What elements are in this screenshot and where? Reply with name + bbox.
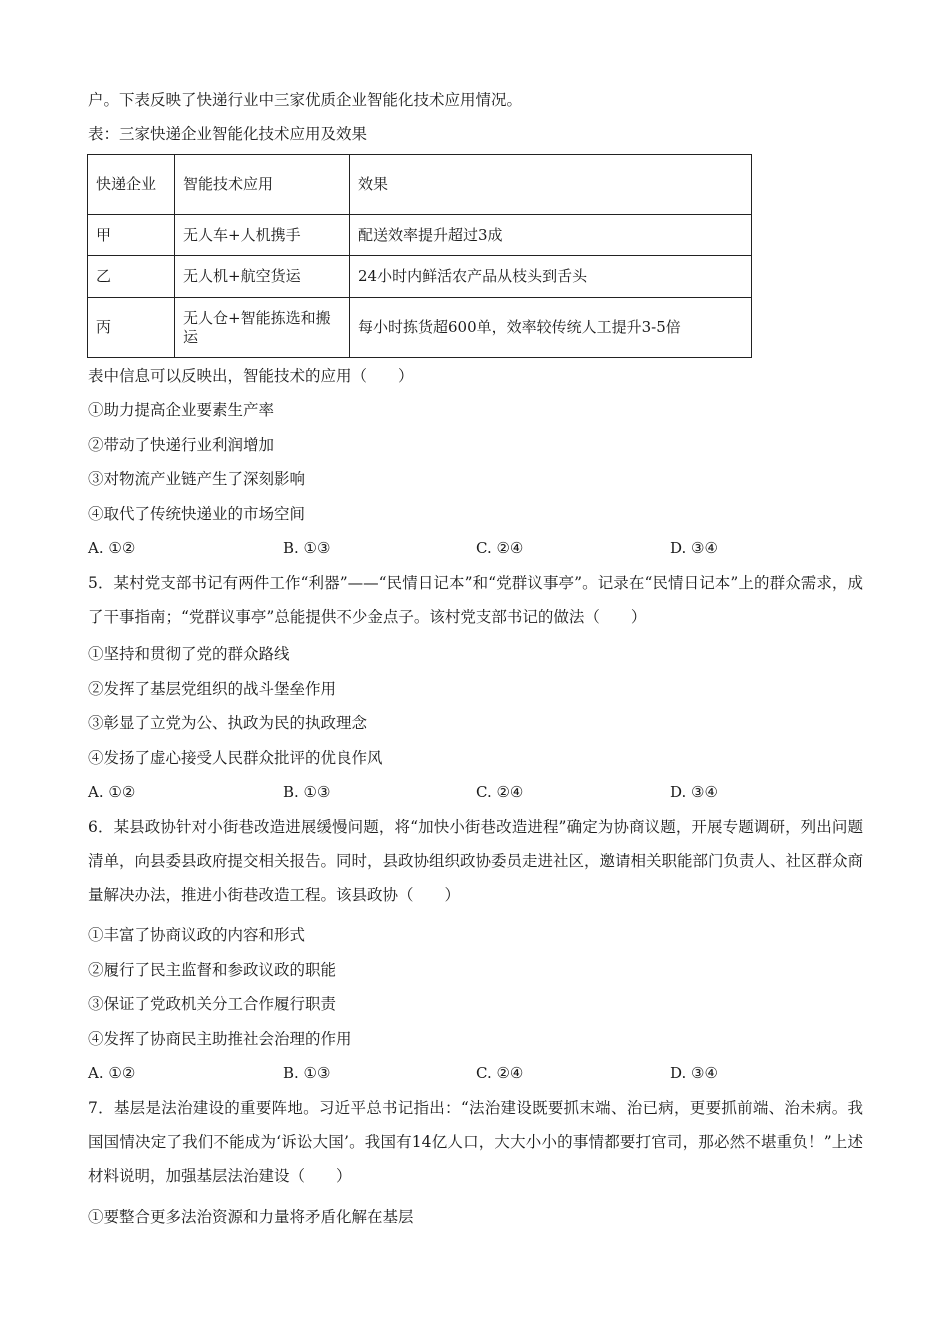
q4-item: ①助力提高企业要素生产率 [88, 401, 275, 419]
q6-item: ②履行了民主监督和参政议政的职能 [88, 961, 337, 979]
q5-item: ①坚持和贯彻了党的群众路线 [88, 645, 290, 663]
option-c[interactable]: C. ②④ [476, 1064, 524, 1082]
table-cell: 24小时内鲜活农产品从枝头到舌头 [350, 256, 752, 298]
q4-item: ②带动了快递行业利润增加 [88, 436, 275, 454]
option-c[interactable]: C. ②④ [476, 539, 524, 557]
q5-item: ③彰显了立党为公、执政为民的执政理念 [88, 714, 368, 732]
table-row [88, 256, 752, 298]
option-b[interactable]: B. ①③ [283, 1064, 331, 1082]
option-d[interactable]: D. ③④ [670, 1064, 718, 1082]
table-cell: 配送效率提升超过3成 [350, 215, 752, 256]
table-row [88, 215, 752, 256]
q6-item: ①丰富了协商议政的内容和形式 [88, 926, 306, 944]
q6-stem: 6．某县政协针对小街巷改造进展缓慢问题，将“加快小街巷改造进程”确定为协商议题，开展专题调研，列出问题清单，向县委县政府提交相关报告。同时，县政协组织政协委员走进社区，邀请相关职能部门负责人、社区群众商量解决办法，推进小街巷改造工程。该县政协（ ） [88, 818, 864, 904]
option-c[interactable]: C. ②④ [476, 783, 524, 801]
intro-text: 户。下表反映了快递行业中三家优质企业智能化技术应用情况。 [88, 91, 523, 109]
option-a[interactable]: A. ①② [88, 539, 136, 557]
table-cell: 丙 [88, 298, 175, 358]
table-cell: 甲 [88, 215, 175, 256]
table-caption: 表：三家快递企业智能化技术应用及效果 [88, 125, 368, 143]
q7-stem: 7．基层是法治建设的重要阵地。习近平总书记指出：“法治建设既要抓末端、治已病，更要抓前端、治未病。我国国情决定了我们不能成为‘诉讼大国’。我国有14亿人口，大大小小的事情都要打官司，那必然不堪重负！”上述材料说明，加强基层法治建设（ ） [88, 1099, 863, 1185]
q4-stem: 表中信息可以反映出，智能技术的应用（ ） [88, 367, 414, 385]
table-cell: 无人机+航空货运 [175, 256, 350, 298]
option-a[interactable]: A. ①② [88, 783, 136, 801]
table-header-cell: 智能技术应用 [175, 155, 350, 215]
table-cell: 乙 [88, 256, 175, 298]
table-cell: 无人仓+智能拣选和搬运 [175, 298, 350, 358]
q4-item: ③对物流产业链产生了深刻影响 [88, 470, 306, 488]
option-a[interactable]: A. ①② [88, 1064, 136, 1082]
table-cell: 每小时拣货超600单，效率较传统人工提升3-5倍 [350, 298, 752, 358]
option-d[interactable]: D. ③④ [670, 539, 718, 557]
q6-item: ③保证了党政机关分工合作履行职责 [88, 995, 337, 1013]
q7-item: ①要整合更多法治资源和力量将矛盾化解在基层 [88, 1208, 414, 1226]
q5-item: ②发挥了基层党组织的战斗堡垒作用 [88, 680, 337, 698]
q5-stem: 5．某村党支部书记有两件工作“利器”——“民情日记本”和“党群议事亭”。记录在“民情日记本”上的群众需求，成了干事指南；“党群议事亭”总能提供不少金点子。该村党支部书记的做法（ ） [88, 574, 863, 626]
table-row [88, 298, 752, 358]
option-b[interactable]: B. ①③ [283, 783, 331, 801]
q6-item: ④发挥了协商民主助推社会治理的作用 [88, 1030, 352, 1048]
option-b[interactable]: B. ①③ [283, 539, 331, 557]
table-header-cell: 效果 [350, 155, 752, 215]
option-d[interactable]: D. ③④ [670, 783, 718, 801]
table-header-cell: 快递企业 [88, 155, 175, 215]
q4-item: ④取代了传统快递业的市场空间 [88, 505, 306, 523]
q5-item: ④发扬了虚心接受人民群众批评的优良作风 [88, 749, 383, 767]
enterprise-table [87, 154, 752, 358]
table-header-row [88, 155, 752, 215]
table-cell: 无人车+人机携手 [175, 215, 350, 256]
